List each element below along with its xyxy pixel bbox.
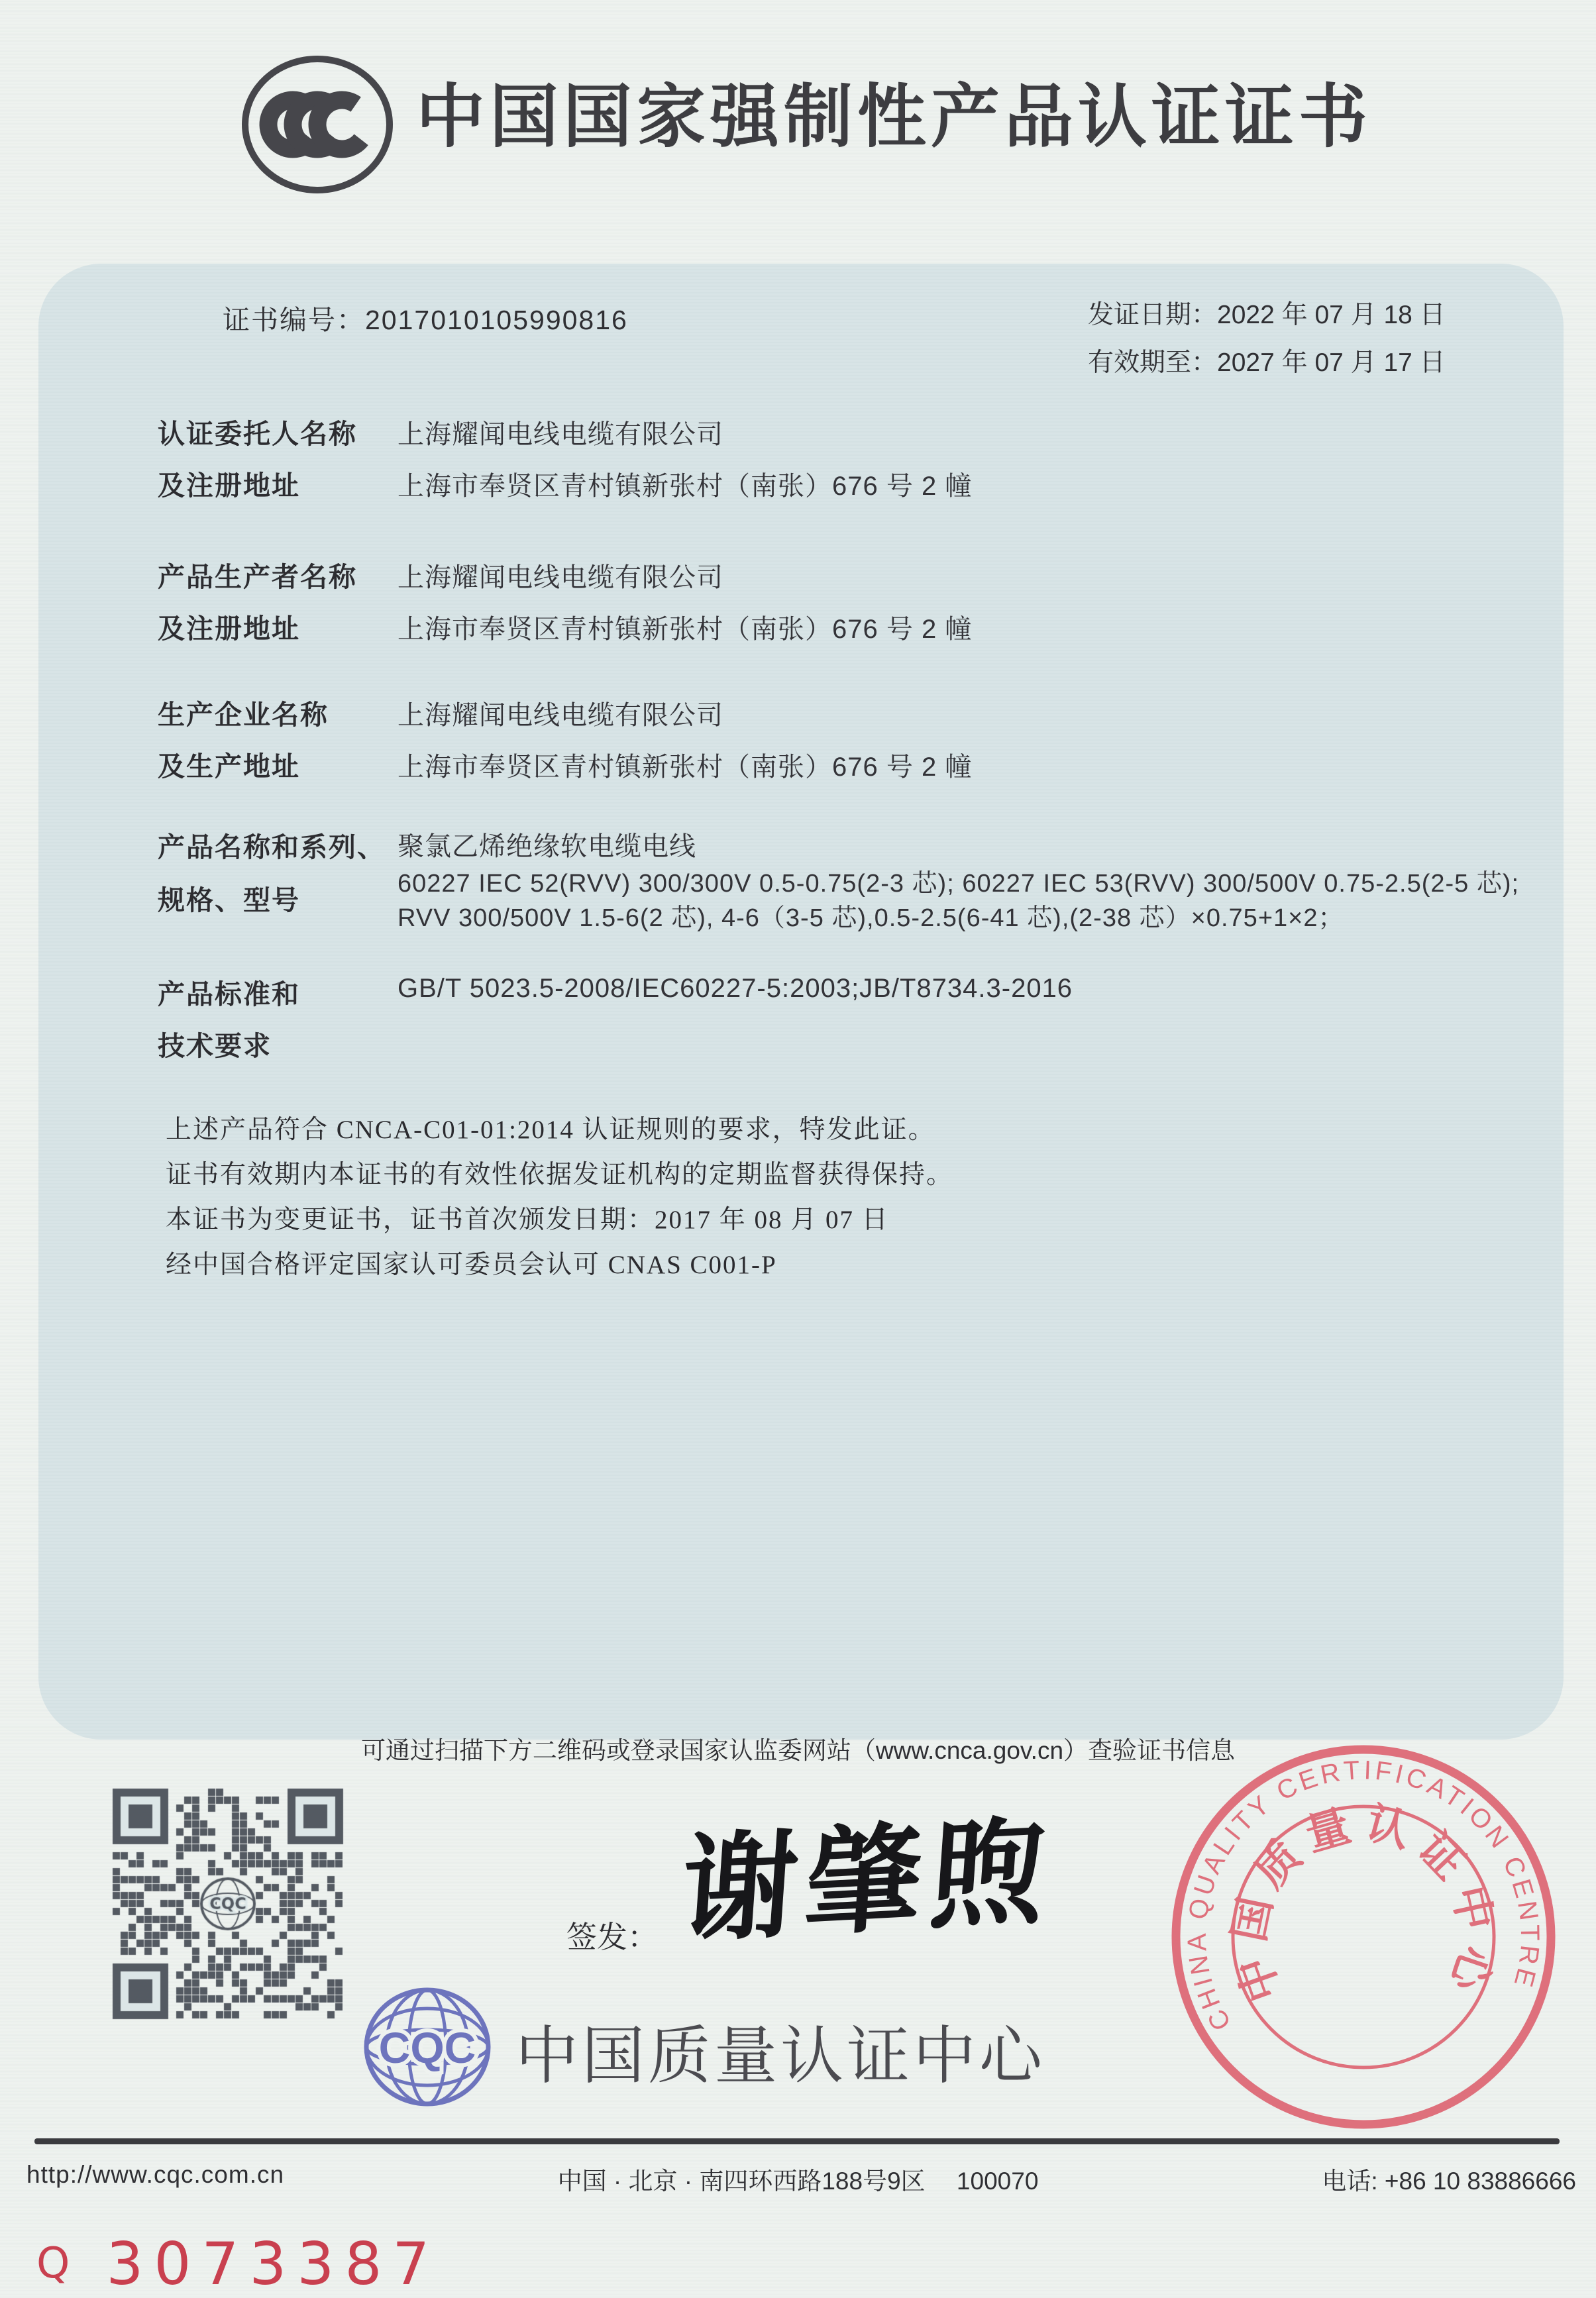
issue-date [1088, 294, 1446, 331]
ccc-logo-icon [240, 44, 396, 206]
product-spec-line2: RVV 300/500V 1.5-6(2 芯), 4-6（3-5 芯),0.5-2.5(6-41 芯),(2-38 芯）×0.75+1×2； [398, 904, 1344, 932]
product-spec-line1: 60227 IEC 52(RVV) 300/300V 0.5-0.75(2-3 芯); 60227 IEC 53(RVV) 300/500V 0.75-2.5(2-5 芯); [398, 870, 1520, 898]
footer-divider [34, 2138, 1560, 2144]
issue-date-label: 发证日期： [1088, 301, 1218, 329]
qr-code [111, 1787, 345, 2020]
expiry-date-label: 有效期至： [1088, 348, 1218, 377]
factory-name-value: 上海耀闻电线电缆有限公司 [398, 701, 723, 730]
statement-cnas: 经中国合格评定国家认可委员会认可 CNAS C001-P [166, 1251, 777, 1279]
stamp-inner-text: 中国质量认证中心 [1225, 1799, 1502, 2008]
footer-website: http://www.cqc.com.cn [27, 2161, 285, 2188]
applicant-name-label: 认证委托人名称 [158, 419, 357, 449]
issue-date-value: 2022 年 07 月 18 日 [1217, 301, 1446, 329]
footer-address: 中国 · 北京 · 南四环西路188号9区 100070 [557, 2167, 1039, 2195]
applicant-address-value: 上海市奉贤区青村镇新张村（南张）676 号 2 幢 [398, 472, 973, 501]
product-label-line2: 规格、型号 [158, 885, 300, 915]
standard-label-line2: 技术要求 [158, 1031, 272, 1061]
standard-label-line1: 产品标准和 [158, 979, 300, 1010]
product-name: 聚氯乙烯绝缘软电缆电线 [398, 832, 696, 861]
applicant-name-value: 上海耀闻电线电缆有限公司 [398, 420, 723, 449]
serial-value: 3073387 [106, 2230, 441, 2298]
statement-compliance: 上述产品符合 CNCA-C01-01:2014 认证规则的要求，特发此证。 [166, 1116, 935, 1144]
standard-value: GB/T 5023.5-2008/IEC60227-5:2003;JB/T8734.3-2016 [398, 974, 1073, 1003]
statement-validity: 证书有效期内本证书的有效性依据发证机构的定期监督获得保持。 [166, 1161, 954, 1189]
qr-code-canvas [111, 1787, 345, 2020]
statement-change: 本证书为变更证书，证书首次颁发日期：2017 年 08 月 07 日 [166, 1206, 889, 1234]
applicant-address-label: 及注册地址 [158, 470, 300, 501]
expiry-date [1088, 342, 1446, 379]
manufacturer-name-value: 上海耀闻电线电缆有限公司 [398, 563, 723, 592]
factory-address-label: 及生产地址 [158, 751, 300, 782]
page-title: 中国国家强制性产品认证证书 [416, 79, 1373, 156]
manufacturer-address-value: 上海市奉贤区青村镇新张村（南张）676 号 2 幢 [398, 615, 973, 644]
certificate-number-value: 2017010105990816 [365, 305, 628, 335]
serial-prefix: Q [36, 2239, 70, 2288]
product-label-line1: 产品名称和系列、 [158, 832, 386, 862]
factory-address-value: 上海市奉贤区青村镇新张村（南张）676 号 2 幢 [398, 753, 973, 782]
manufacturer-address-label: 及注册地址 [158, 613, 300, 644]
stamp-outer-text: CHINA QUALITY CERTIFICATION CENTRE [1182, 1755, 1545, 2036]
cqc-red-stamp [1167, 1741, 1560, 2133]
signing-label: 签发： [566, 1920, 658, 1954]
footer-phone: 电话: +86 10 83886666 [1322, 2167, 1576, 2195]
certificate-number-label: 证书编号： [223, 305, 365, 335]
expiry-date-value: 2027 年 07 月 17 日 [1217, 348, 1446, 377]
cqc-globe-icon [361, 1986, 494, 2109]
manufacturer-name-label: 产品生产者名称 [158, 562, 357, 592]
cqc-logo-text: CQC [378, 2023, 476, 2072]
issuer-name: 中国质量认证中心 [515, 2021, 1046, 2091]
certificate-number [223, 298, 628, 337]
signature-handwritten: 谢肇煦 [677, 1802, 1058, 1959]
qr-verification-note: 可通过扫描下方二维码或登录国家认监委网站（www.cnca.gov.cn）查验证书信息 [360, 1737, 1236, 1764]
form-serial-number [36, 2230, 440, 2298]
factory-name-label: 生产企业名称 [158, 700, 329, 730]
